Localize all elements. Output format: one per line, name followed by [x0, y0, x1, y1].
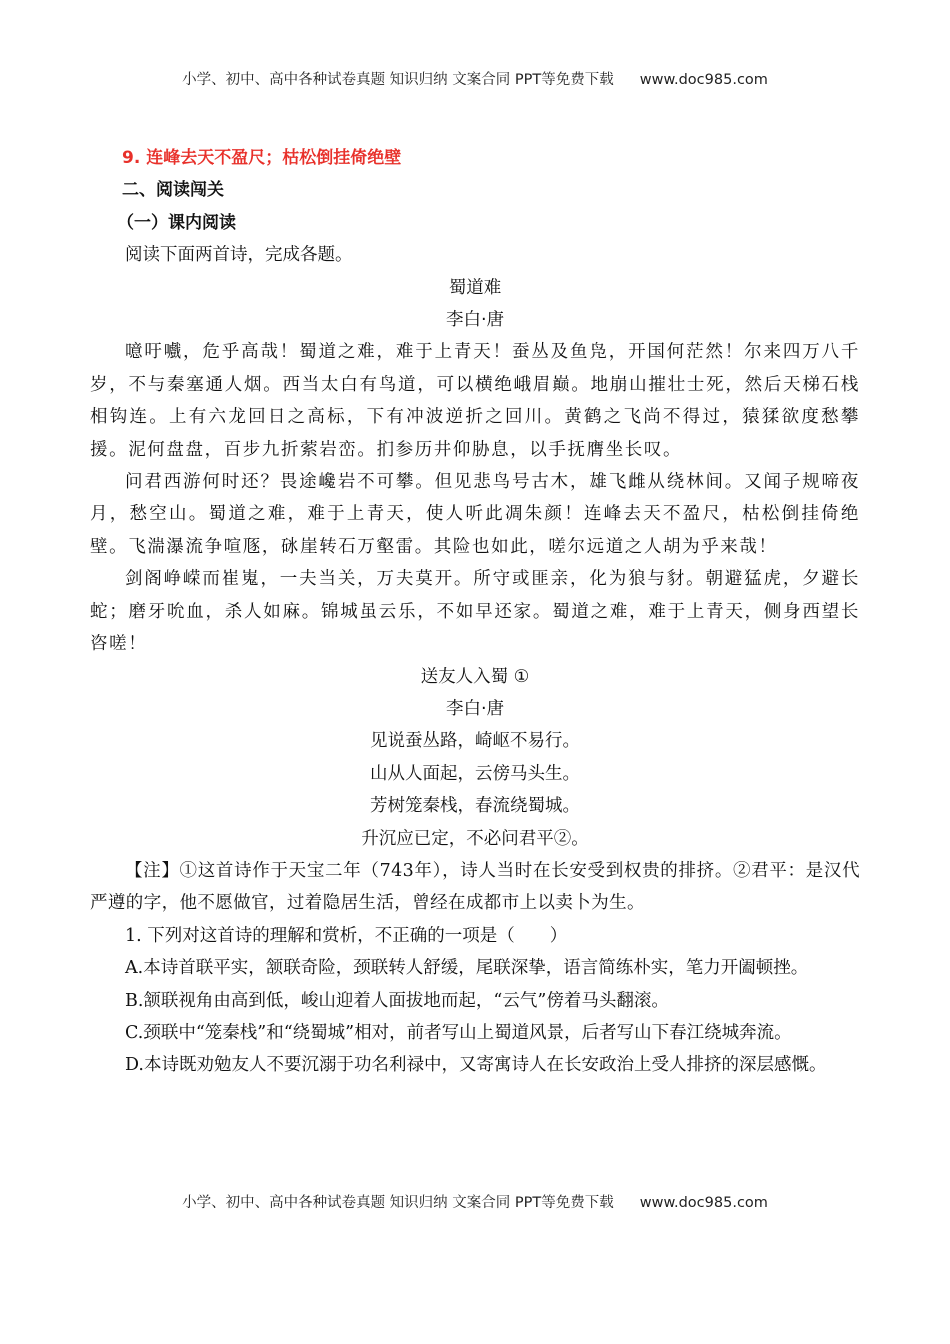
- poem1-paragraph: 噫吁嚱，危乎高哉！蜀道之难，难于上青天！蚕丛及鱼凫，开国何茫然！尔来四万八千岁，不与秦塞通人烟。西当太白有鸟道，可以横绝峨眉巅。地崩山摧壮士死，然后天梯石栈相钩连。上有六龙回日之高标，下有冲波逆折之回川。黄鹤之飞尚不得过，猿猱欲度愁攀援。泥何盘盘，百步九折萦岩峦。扪参历井仰胁息，以手抚膺坐长叹。: [90, 342, 860, 460]
- poem2-line: 见说蚕丛路，崎岖不易行。: [370, 731, 580, 752]
- poem2-line: 芳树笼秦栈，春流绕蜀城。: [370, 796, 580, 817]
- poem1-title: 蜀道难: [448, 277, 502, 298]
- poem1-author: 李白·唐: [445, 310, 505, 331]
- option-a: A.本诗首联平实，颔联奇险，颈联转人舒缓，尾联深挚，语言简练朴实，笔力开阖顿挫。: [125, 958, 809, 979]
- poem1-paragraph: 问君西游何时还？畏途巉岩不可攀。但见悲鸟号古木，雄飞雌从绕林间。又闻子规啼夜月，愁空山。蜀道之难，难于上青天，使人听此凋朱颜！连峰去天不盈尺，枯松倒挂倚绝壁。飞湍瀑流争喧豗，砯崖转石万壑雷。其险也如此，嗟尔远道之人胡为乎来哉！: [90, 472, 860, 557]
- poem2-line: 升沉应已定，不必问君平②。: [361, 828, 589, 849]
- header-text: 小学、初中、高中各种试卷真题 知识归纳 文案合同 PPT等免费下载: [182, 72, 614, 88]
- header-url[interactable]: www.doc985.com: [639, 72, 768, 88]
- answer-9: 9. 连峰去天不盈尺；枯松倒挂倚绝壁: [122, 148, 402, 168]
- footer-url[interactable]: www.doc985.com: [639, 1195, 768, 1211]
- document-body: [90, 142, 860, 1082]
- page-footer: [0, 1191, 950, 1212]
- instruction-text: 阅读下面两首诗，完成各题。: [125, 245, 353, 266]
- subsection-heading: （一）课内阅读: [117, 212, 236, 233]
- option-d: D.本诗既劝勉友人不要沉溺于功名利禄中，又寄寓诗人在长安政治上受人排挤的深层感慨。: [125, 1055, 827, 1076]
- section-heading: 二、阅读闯关: [122, 180, 224, 201]
- footer-text: 小学、初中、高中各种试卷真题 知识归纳 文案合同 PPT等免费下载: [182, 1195, 614, 1211]
- page-header: [0, 68, 950, 89]
- poem2-author: 李白·唐: [445, 698, 505, 719]
- poem-note: 【注】①这首诗作于天宝二年（743年），诗人当时在长安受到权贵的排挤。②君平：是汉代严遵的字，他不愿做官，过着隐居生活，曾经在成都市上以卖卜为生。: [90, 860, 860, 914]
- poem1-paragraph: 剑阁峥嵘而崔嵬，一夫当关，万夫莫开。所守或匪亲，化为狼与豺。朝避猛虎，夕避长蛇；磨牙吮血，杀人如麻。锦城虽云乐，不如早还家。蜀道之难，难于上青天，侧身西望长咨嗟！: [90, 569, 860, 655]
- poem2-line: 山从人面起，云傍马头生。: [370, 763, 580, 784]
- option-c: C.颈联中“笼秦栈”和“绕蜀城”相对，前者写山上蜀道风景，后者写山下春江绕城奔流。: [125, 1022, 792, 1043]
- poem2-title: 送友人入蜀 ①: [420, 666, 530, 687]
- question-1-stem: 1. 下列对这首诗的理解和赏析，不正确的一项是（ ）: [125, 925, 568, 946]
- option-b: B.颔联视角由高到低，峻山迎着人面拔地而起，“云气”傍着马头翻滚。: [125, 990, 669, 1011]
